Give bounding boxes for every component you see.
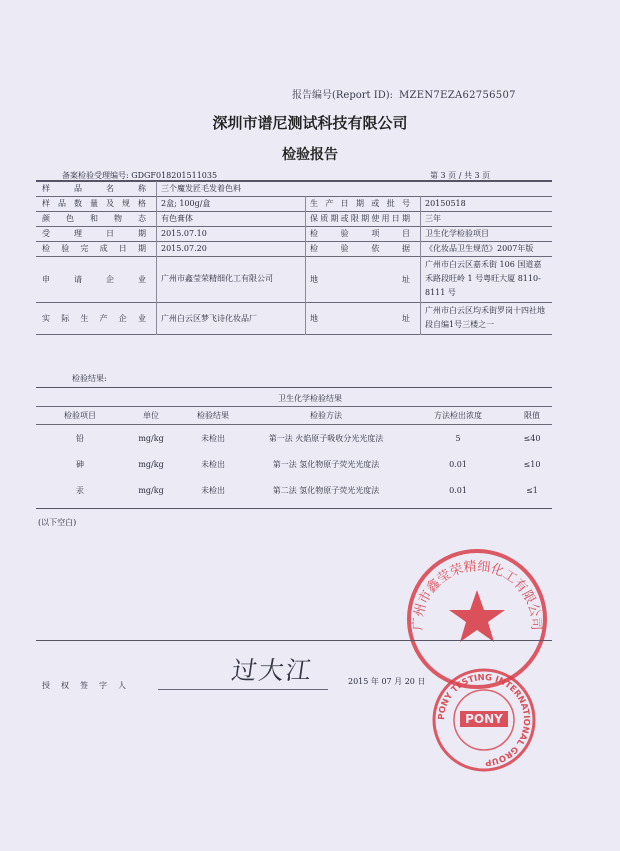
accept-label: 受理日期 — [42, 229, 146, 238]
batch-label: 生产日期或批号 — [310, 199, 410, 208]
seal-text: 广州市鑫莹荣精细化工有限公司 — [410, 559, 544, 631]
color-label: 颜色和物态 — [42, 214, 146, 223]
signature-line — [158, 689, 328, 690]
cell: 铅 — [76, 433, 84, 443]
sign-date: 2015 年 07 月 20 日 — [348, 677, 426, 686]
cell: ≤40 — [523, 433, 541, 443]
table-row — [36, 477, 552, 503]
sign-top-rule — [36, 640, 552, 641]
item: 卫生化学检验项目 — [421, 226, 553, 241]
star-icon — [449, 590, 505, 642]
report-title: 检验报告 — [282, 147, 338, 163]
report-id-value: MZEN7EZA62756507 — [399, 90, 516, 101]
pony-ring-text: PONY TESTING INTERNATIONAL GROUP — [436, 672, 532, 768]
pony-stamp — [430, 666, 538, 774]
record-number: 备案检验受理编号: GDGF018201511035 — [62, 171, 218, 180]
cell: mg/kg — [138, 433, 164, 443]
accept-date: 2015.07.10 — [157, 226, 306, 241]
shelf-label: 保质期或限期使用日期 — [310, 214, 410, 223]
cell: 第一法 氢化物原子荧光光度法 — [272, 459, 380, 469]
results-table — [36, 406, 552, 503]
cell: mg/kg — [138, 485, 164, 495]
col-limit: 限值 — [512, 407, 552, 425]
sample-name: 三个魔发匠毛发着色料 — [157, 181, 553, 196]
signatory-label: 授权签字人 — [42, 681, 137, 690]
applicant: 广州市鑫莹荣精细化工有限公司 — [157, 256, 306, 302]
col-result: 检验结果 — [178, 407, 248, 425]
applicant-address: 广州市白云区嘉禾街 106 国道嘉禾路段旺岭 1 号粤旺大厦 8110-8111 号 — [421, 256, 553, 302]
cell: 未检出 — [201, 433, 225, 443]
cell: 0.01 — [449, 485, 467, 495]
cell: 砷 — [76, 459, 84, 469]
item-label: 检验项目 — [310, 229, 410, 238]
sample-name-label: 样品名称 — [42, 183, 146, 193]
table-row — [36, 451, 552, 477]
basis: 《化妆品卫生规范》2007年版 — [421, 241, 553, 256]
cell: 第二法 氢化物原子荧光光度法 — [272, 485, 380, 495]
report-id-label: 报告编号(Report ID): — [292, 90, 393, 101]
results-label: 检验结果: — [72, 374, 107, 383]
cell: 0.01 — [449, 459, 467, 469]
producer-label: 实际生产企业 — [42, 313, 146, 323]
qty-label: 样品数量及规格 — [42, 199, 146, 208]
cell: ≤10 — [523, 459, 541, 469]
cell: 未检出 — [201, 485, 225, 495]
cell: 第一法 火焰原子吸收分光光度法 — [268, 433, 384, 443]
blank-note: (以下空白) — [38, 518, 77, 527]
batch: 20150518 — [421, 196, 553, 211]
page-indicator: 第 3 页 / 共 3 页 — [430, 171, 491, 180]
cell: ≤1 — [526, 485, 538, 495]
cell: 未检出 — [201, 459, 225, 469]
producer-addr-label: 地址 — [310, 313, 410, 323]
qty: 2盒; 100g/盒 — [157, 196, 306, 211]
cell: 汞 — [76, 485, 84, 495]
company-name: 深圳市谱尼测试科技有限公司 — [212, 114, 408, 132]
shelf: 三年 — [421, 211, 553, 226]
color: 有色膏体 — [157, 211, 306, 226]
results-bottom-rule — [36, 508, 552, 509]
handwritten-signature: 过大江 — [229, 656, 315, 685]
basis-label: 检验依据 — [310, 244, 410, 253]
pony-logo-icon: PONY — [465, 712, 503, 726]
col-method: 检验方法 — [248, 407, 404, 425]
applicant-label: 申请企业 — [42, 274, 146, 284]
col-item: 检验项目 — [36, 407, 124, 425]
applicant-addr-label: 地址 — [310, 274, 410, 284]
report-id — [292, 86, 516, 101]
cell: mg/kg — [138, 459, 164, 469]
cell: 5 — [455, 433, 461, 443]
done-label: 检验完成日期 — [42, 244, 146, 253]
table-row — [36, 425, 552, 452]
done-date: 2015.07.20 — [157, 241, 306, 256]
producer: 广州白云区梦飞诗化妆品厂 — [157, 302, 306, 334]
results-rule — [36, 387, 552, 388]
col-unit: 单位 — [124, 407, 178, 425]
col-limit-detect: 方法检出浓度 — [404, 407, 512, 425]
sample-info-table — [36, 181, 552, 335]
chem-results-title: 卫生化学检验结果 — [278, 394, 342, 403]
producer-address: 广州市白云区均禾街罗岗十四社地段自编1号三楼之一 — [421, 302, 553, 334]
